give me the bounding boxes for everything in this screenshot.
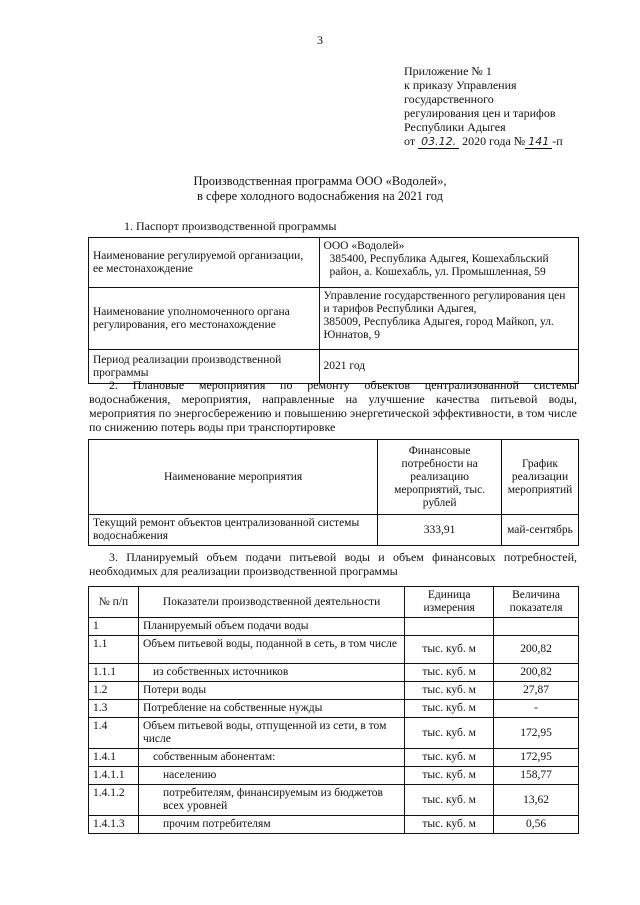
row-unit <box>405 618 494 636</box>
row-value: 200,82 <box>494 636 579 664</box>
section1-heading: 1. Паспорт производственной программы <box>124 219 337 233</box>
passport-value: 2021 год <box>319 350 578 384</box>
row-unit: тыс. куб. м <box>405 636 494 664</box>
measure-schedule: май-сентябрь <box>502 515 579 546</box>
row-indicator: потребителям, финансируемым из бюджетов всех уровней <box>138 785 404 816</box>
section2-heading: 2. Плановые мероприятия по ремонту объектов централизованной системы водоснабжения, мероприятия, направленные на улучшение качества питьевой воды, мероприятия по энергосбережению и повышению энергетической эффективности, в том числе по снижению потерь воды при транспортировке <box>89 378 577 434</box>
row-indicator: Объем питьевой воды, отпущенной из сети, в том числе <box>138 718 404 749</box>
table-row <box>89 682 579 700</box>
row-value: 13,62 <box>494 785 579 816</box>
column-header-num: № п/п <box>89 587 139 618</box>
document-title <box>0 174 640 204</box>
measure-finance: 333,91 <box>378 515 502 546</box>
passport-label: Период реализации производственной программы <box>89 350 320 384</box>
table-row <box>89 515 579 546</box>
row-number: 1.1.1 <box>89 664 139 682</box>
date-middle: 2020 года № <box>462 134 526 148</box>
row-value: 200,82 <box>494 664 579 682</box>
row-unit: тыс. куб. м <box>405 785 494 816</box>
passport-table <box>88 237 579 384</box>
row-unit: тыс. куб. м <box>405 664 494 682</box>
row-number: 1.2 <box>89 682 139 700</box>
row-number: 1.4 <box>89 718 139 749</box>
table-header-row <box>89 587 579 618</box>
row-number: 1.4.1.2 <box>89 785 139 816</box>
title-line-2: в сфере холодного водоснабжения на 2021 год <box>196 189 444 203</box>
row-indicator: населению <box>138 767 404 785</box>
measures-table <box>88 439 579 546</box>
row-indicator: собственным абонентам: <box>138 749 404 767</box>
annex-line: к приказу Управления <box>404 78 517 92</box>
title-line-1: Производственная программа ООО «Водолей», <box>193 174 447 188</box>
row-value <box>494 618 579 636</box>
table-row <box>89 618 579 636</box>
table-header-row <box>89 440 579 515</box>
row-number: 1 <box>89 618 139 636</box>
volume-table-body <box>89 618 579 834</box>
table-row <box>89 718 579 749</box>
passport-label: Наименование регулируемой организации, ее местонахождение <box>89 238 320 288</box>
annex-line: государственного <box>404 92 494 106</box>
annex-date-line <box>404 134 624 149</box>
page-number: 3 <box>317 33 323 47</box>
row-value: 0,56 <box>494 816 579 834</box>
volume-table <box>88 586 579 834</box>
date-suffix: -п <box>552 134 563 148</box>
table-row <box>89 238 579 288</box>
row-value: 172,95 <box>494 718 579 749</box>
column-header-indicator: Показатели производственной деятельности <box>138 587 404 618</box>
table-row <box>89 749 579 767</box>
row-value: 158,77 <box>494 767 579 785</box>
table-row <box>89 785 579 816</box>
table-row <box>89 816 579 834</box>
row-number: 1.4.1.3 <box>89 816 139 834</box>
row-indicator: Планируемый объем подачи воды <box>138 618 404 636</box>
row-number: 1.1 <box>89 636 139 664</box>
row-value: - <box>494 700 579 718</box>
row-unit: тыс. куб. м <box>405 767 494 785</box>
row-value: 172,95 <box>494 749 579 767</box>
passport-label: Наименование уполномоченного органа регулирования, его местонахождение <box>89 288 320 350</box>
column-header-value: Величина показателя <box>494 587 579 618</box>
row-unit: тыс. куб. м <box>405 816 494 834</box>
passport-value: ООО «Водолей» 385400, Республика Адыгея, Кошехабльский район, а. Кошехабль, ул. Промышленная, 59 <box>319 238 578 288</box>
row-value: 27,87 <box>494 682 579 700</box>
row-indicator: Потребление на собственные нужды <box>138 700 404 718</box>
row-indicator: из собственных источников <box>138 664 404 682</box>
column-header-name: Наименование мероприятия <box>89 440 378 515</box>
column-header-unit: Единица измерения <box>405 587 494 618</box>
row-indicator: прочим потребителям <box>138 816 404 834</box>
column-header-finance: Финансовые потребности на реализацию мероприятий, тыс. рублей <box>378 440 502 515</box>
row-number: 1.4.1.1 <box>89 767 139 785</box>
row-unit: тыс. куб. м <box>405 682 494 700</box>
date-prefix: от <box>404 134 416 148</box>
handwritten-number: 141 <box>525 136 552 149</box>
passport-value: Управление государственного регулирования цен и тарифов Республики Адыгея, 385009, Республика Адыгея, город Майкоп, ул. Юннатов, 9 <box>319 288 578 350</box>
measure-name: Текущий ремонт объектов централизованной системы водоснабжения <box>89 515 378 546</box>
table-row <box>89 288 579 350</box>
section3-heading: 3. Планируемый объем подачи питьевой воды и объем финансовых потребностей, необходимых для реализации производственной программы <box>89 550 577 578</box>
annex-line: Республики Адыгея <box>404 120 506 134</box>
table-row <box>89 767 579 785</box>
annex-line: регулирования цен и тарифов <box>404 106 556 120</box>
column-header-schedule: График реализации мероприятий <box>502 440 579 515</box>
row-unit: тыс. куб. м <box>405 718 494 749</box>
annex-block <box>404 64 624 149</box>
handwritten-date: 03.12. <box>418 136 459 149</box>
row-indicator: Потери воды <box>138 682 404 700</box>
row-number: 1.4.1 <box>89 749 139 767</box>
row-unit: тыс. куб. м <box>405 749 494 767</box>
row-number: 1.3 <box>89 700 139 718</box>
annex-line: Приложение № 1 <box>404 64 492 78</box>
row-indicator: Объем питьевой воды, поданной в сеть, в том числе <box>138 636 404 664</box>
table-row <box>89 636 579 664</box>
table-row <box>89 664 579 682</box>
table-row <box>89 700 579 718</box>
row-unit: тыс. куб. м <box>405 700 494 718</box>
